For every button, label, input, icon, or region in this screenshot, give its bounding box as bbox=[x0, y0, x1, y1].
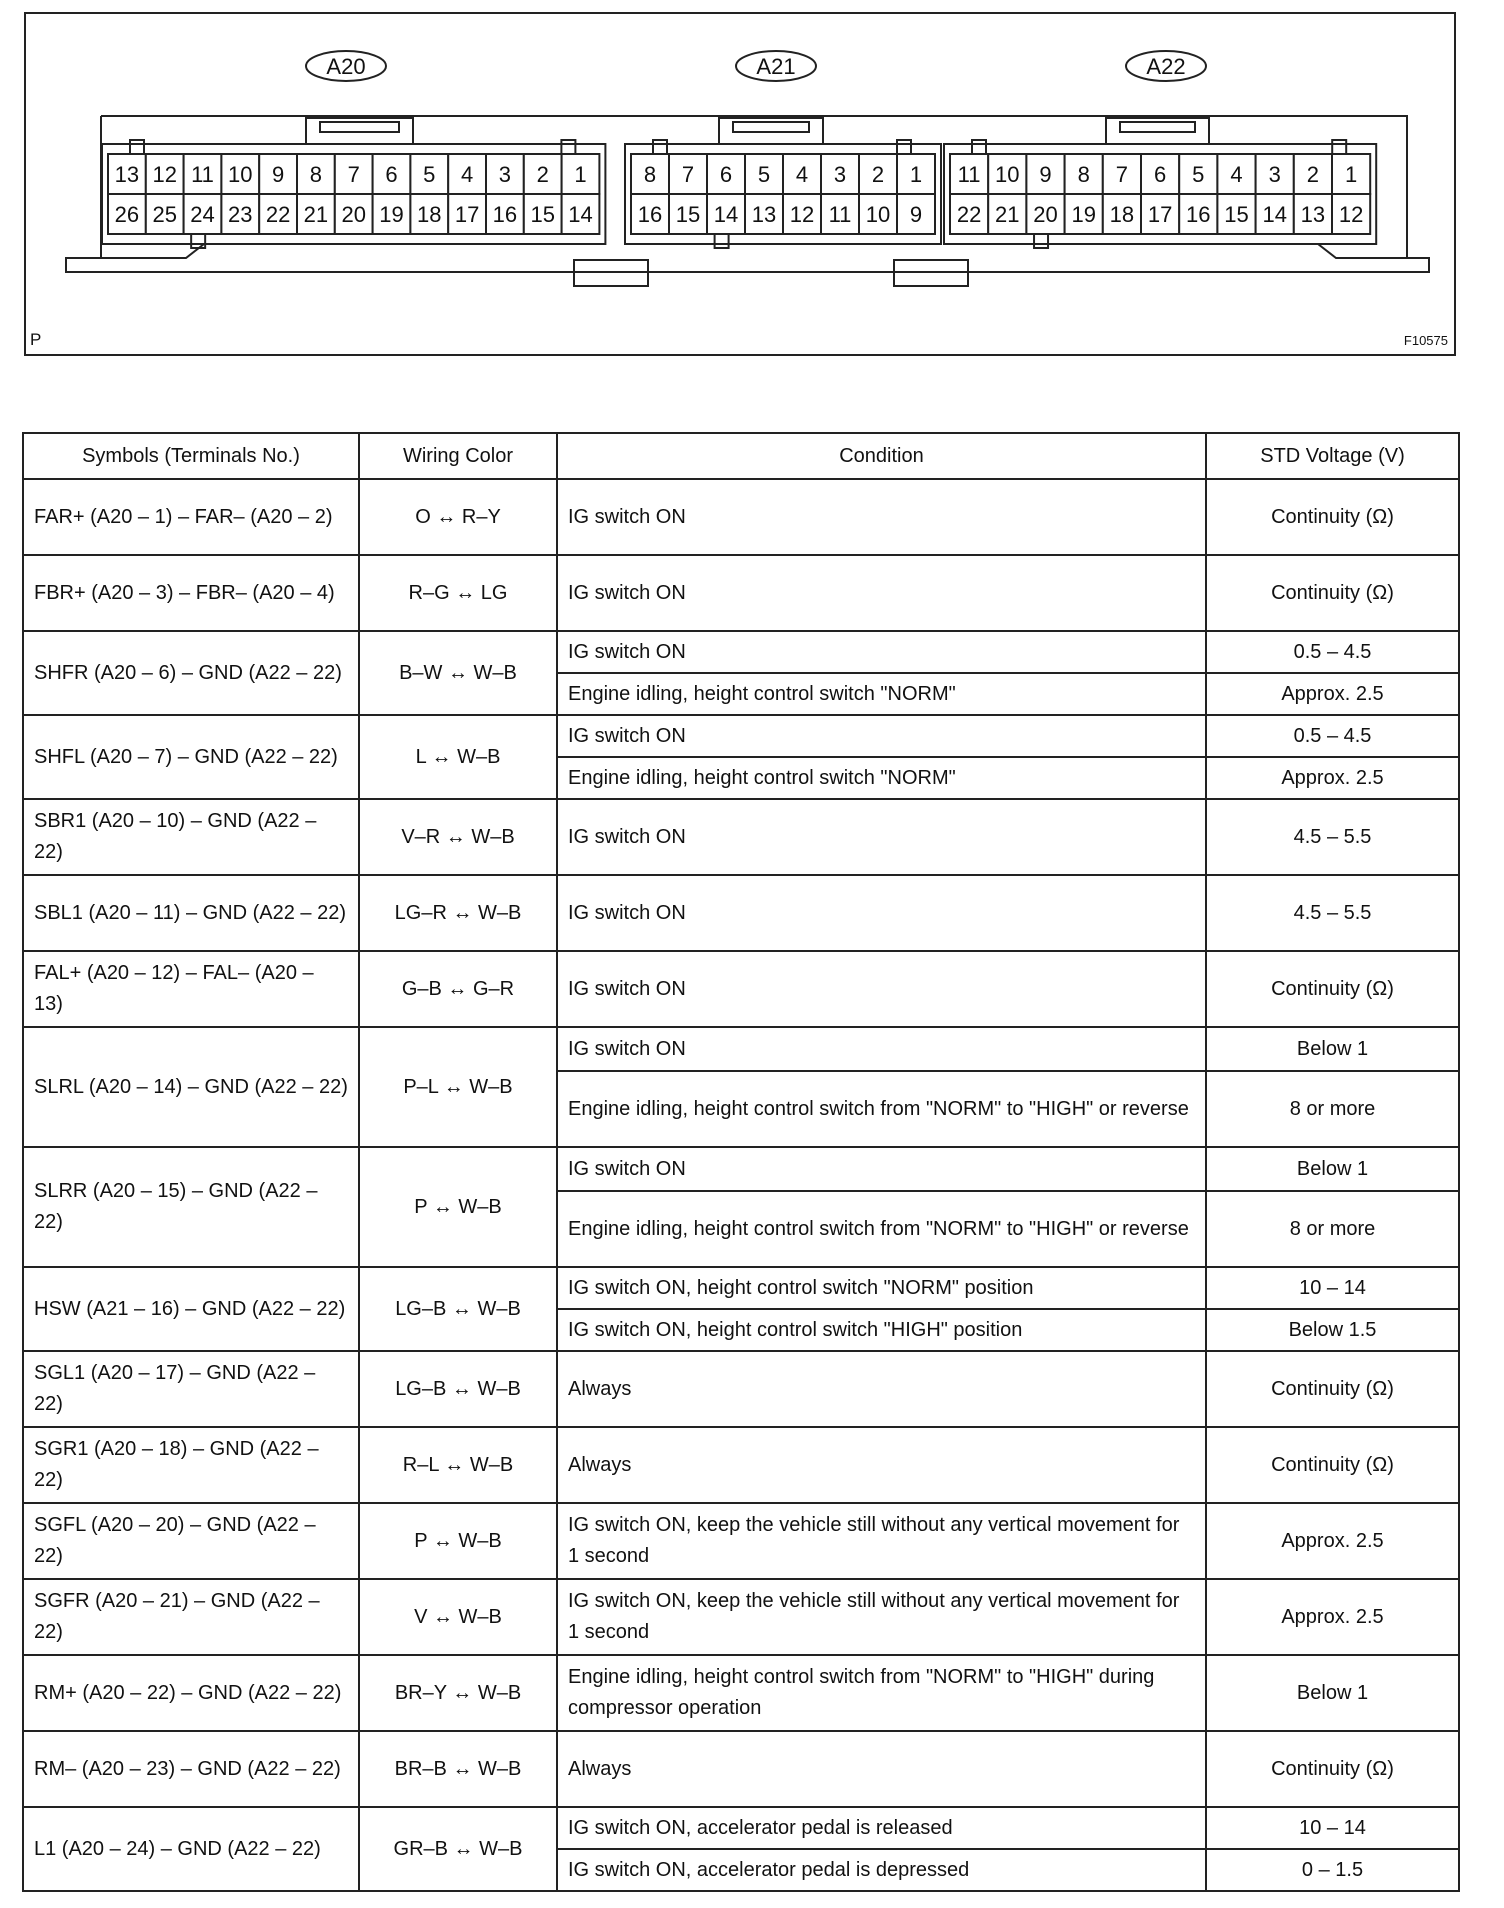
symbol-cell: SHFR (A20 – 6) – GND (A22 – 22) bbox=[23, 631, 359, 715]
terminal-number: 9 bbox=[1039, 162, 1052, 187]
symbol-cell: RM+ (A20 – 22) – GND (A22 – 22) bbox=[23, 1655, 359, 1731]
terminal-number: 14 bbox=[1262, 202, 1287, 227]
terminal-number: 16 bbox=[637, 202, 663, 227]
terminal-number: 25 bbox=[152, 202, 177, 227]
table-row bbox=[23, 799, 1459, 875]
connector-key bbox=[1332, 140, 1346, 154]
wiring-color-cell: BR–B ↔ W–B bbox=[359, 1731, 557, 1807]
terminal-number: 22 bbox=[265, 202, 291, 227]
voltage-cell: Continuity (Ω) bbox=[1206, 555, 1459, 631]
wiring-color-cell: L ↔ W–B bbox=[359, 715, 557, 799]
wiring-color-cell: R–G ↔ LG bbox=[359, 555, 557, 631]
terminal-number: 22 bbox=[956, 202, 982, 227]
voltage-cell: 8 or more bbox=[1206, 1071, 1459, 1147]
voltage-cell: Approx. 2.5 bbox=[1206, 757, 1459, 799]
condition-cell: Engine idling, height control switch from "NORM" to "HIGH" or reverse bbox=[557, 1071, 1206, 1147]
terminal-number: 1 bbox=[1344, 162, 1358, 187]
terminal-number: 4 bbox=[795, 162, 809, 187]
terminal-number: 15 bbox=[1224, 202, 1249, 227]
voltage-cell: Continuity (Ω) bbox=[1206, 1351, 1459, 1427]
symbol-cell: L1 (A20 – 24) – GND (A22 – 22) bbox=[23, 1807, 359, 1891]
terminal-number: 2 bbox=[871, 162, 885, 187]
connector-name-label: A20 bbox=[326, 54, 366, 79]
terminal-number: 4 bbox=[460, 162, 474, 187]
terminal-number: 5 bbox=[1192, 162, 1205, 187]
voltage-cell: 0.5 – 4.5 bbox=[1206, 631, 1459, 673]
table-row bbox=[23, 1427, 1459, 1503]
terminal-number: 20 bbox=[1033, 202, 1058, 227]
terminal-number: 6 bbox=[385, 162, 398, 187]
terminal-number: 10 bbox=[228, 162, 253, 187]
terminal-number: 13 bbox=[114, 162, 140, 187]
terminal-number: 2 bbox=[1306, 162, 1320, 187]
connector-diagram bbox=[24, 12, 1456, 356]
table-row bbox=[23, 1503, 1459, 1579]
condition-cell: IG switch ON, height control switch "HIGH" position bbox=[557, 1309, 1206, 1351]
voltage-cell: Approx. 2.5 bbox=[1206, 1579, 1459, 1655]
terminal-number: 18 bbox=[1109, 202, 1135, 227]
terminal-number: 1 bbox=[574, 162, 587, 187]
condition-cell: IG switch ON, accelerator pedal is released bbox=[557, 1807, 1206, 1849]
voltage-cell: Below 1 bbox=[1206, 1147, 1459, 1191]
condition-cell: IG switch ON bbox=[557, 1027, 1206, 1071]
condition-cell: Always bbox=[557, 1351, 1206, 1427]
symbol-cell: SHFL (A20 – 7) – GND (A22 – 22) bbox=[23, 715, 359, 799]
voltage-cell: Below 1 bbox=[1206, 1027, 1459, 1071]
terminal-number: 12 bbox=[152, 162, 177, 187]
table-row bbox=[23, 1267, 1459, 1309]
connector-latch-slot bbox=[1120, 122, 1195, 132]
wiring-color-cell: LG–R ↔ W–B bbox=[359, 875, 557, 951]
wiring-color-cell: V–R ↔ W–B bbox=[359, 799, 557, 875]
wiring-color-cell: R–L ↔ W–B bbox=[359, 1427, 557, 1503]
terminal-number: 26 bbox=[114, 202, 140, 227]
figure-code: F10575 bbox=[1403, 333, 1448, 348]
connector-base-plate bbox=[66, 244, 1429, 272]
wiring-color-cell: O ↔ R–Y bbox=[359, 479, 557, 555]
terminal-voltage-table bbox=[22, 432, 1460, 1892]
condition-cell: IG switch ON, height control switch "NORM" position bbox=[557, 1267, 1206, 1309]
table-row bbox=[23, 1731, 1459, 1807]
terminal-number: 2 bbox=[536, 162, 549, 187]
symbol-cell: SGR1 (A20 – 18) – GND (A22 – 22) bbox=[23, 1427, 359, 1503]
table-row bbox=[23, 1807, 1459, 1849]
symbol-cell: SGFR (A20 – 21) – GND (A22 – 22) bbox=[23, 1579, 359, 1655]
terminal-number: 7 bbox=[681, 162, 695, 187]
voltage-cell: 4.5 – 5.5 bbox=[1206, 799, 1459, 875]
table-row bbox=[23, 951, 1459, 1027]
table-row bbox=[23, 875, 1459, 951]
condition-cell: IG switch ON bbox=[557, 951, 1206, 1027]
terminal-number: 15 bbox=[675, 202, 701, 227]
symbol-cell: FAL+ (A20 – 12) – FAL– (A20 – 13) bbox=[23, 951, 359, 1027]
terminal-number: 3 bbox=[1268, 162, 1281, 187]
wiring-color-cell: P ↔ W–B bbox=[359, 1147, 557, 1267]
condition-cell: IG switch ON, keep the vehicle still without any vertical movement for 1 second bbox=[557, 1503, 1206, 1579]
condition-cell: IG switch ON bbox=[557, 799, 1206, 875]
terminal-number: 8 bbox=[1077, 162, 1090, 187]
connector-key bbox=[715, 234, 729, 248]
connector-key bbox=[653, 140, 667, 154]
condition-cell: Engine idling, height control switch from "NORM" to "HIGH" during compressor operation bbox=[557, 1655, 1206, 1731]
terminal-number: 14 bbox=[568, 202, 593, 227]
condition-cell: IG switch ON, accelerator pedal is depressed bbox=[557, 1849, 1206, 1891]
terminal-number: 13 bbox=[751, 202, 777, 227]
voltage-cell: 10 – 14 bbox=[1206, 1267, 1459, 1309]
symbol-cell: FAR+ (A20 – 1) – FAR– (A20 – 2) bbox=[23, 479, 359, 555]
terminal-number: 17 bbox=[1147, 202, 1173, 227]
condition-cell: IG switch ON bbox=[557, 479, 1206, 555]
wiring-color-cell: P ↔ W–B bbox=[359, 1503, 557, 1579]
voltage-cell: 8 or more bbox=[1206, 1191, 1459, 1267]
terminal-number: 15 bbox=[530, 202, 555, 227]
connector-drawing bbox=[26, 14, 1456, 356]
terminal-number: 7 bbox=[347, 162, 360, 187]
terminal-number: 10 bbox=[865, 202, 891, 227]
terminal-number: 24 bbox=[190, 202, 215, 227]
terminal-number: 21 bbox=[995, 202, 1020, 227]
voltage-cell: Approx. 2.5 bbox=[1206, 1503, 1459, 1579]
wiring-color-cell: BR–Y ↔ W–B bbox=[359, 1655, 557, 1731]
terminal-number: 23 bbox=[228, 202, 253, 227]
symbol-cell: SBR1 (A20 – 10) – GND (A22 – 22) bbox=[23, 799, 359, 875]
symbol-cell: SLRR (A20 – 15) – GND (A22 – 22) bbox=[23, 1147, 359, 1267]
terminal-number: 4 bbox=[1230, 162, 1243, 187]
voltage-cell: Continuity (Ω) bbox=[1206, 1731, 1459, 1807]
connector-key bbox=[972, 140, 986, 154]
table-row bbox=[23, 1351, 1459, 1427]
voltage-cell: Continuity (Ω) bbox=[1206, 951, 1459, 1027]
connector-key bbox=[1034, 234, 1048, 248]
terminal-number: 17 bbox=[454, 202, 480, 227]
condition-cell: IG switch ON, keep the vehicle still without any vertical movement for 1 second bbox=[557, 1579, 1206, 1655]
terminal-number: 5 bbox=[423, 162, 436, 187]
condition-cell: IG switch ON bbox=[557, 715, 1206, 757]
symbol-cell: SGFL (A20 – 20) – GND (A22 – 22) bbox=[23, 1503, 359, 1579]
terminal-number: 3 bbox=[498, 162, 512, 187]
figure-corner-mark: P bbox=[30, 330, 42, 349]
table-row bbox=[23, 631, 1459, 673]
table-row bbox=[23, 1147, 1459, 1191]
condition-cell: IG switch ON bbox=[557, 631, 1206, 673]
terminal-number: 11 bbox=[191, 162, 214, 187]
connector-key bbox=[130, 140, 144, 154]
terminal-number: 16 bbox=[1186, 202, 1211, 227]
table-row bbox=[23, 1579, 1459, 1655]
condition-cell: IG switch ON bbox=[557, 555, 1206, 631]
symbol-cell: FBR+ (A20 – 3) – FBR– (A20 – 4) bbox=[23, 555, 359, 631]
symbol-cell: SBL1 (A20 – 11) – GND (A22 – 22) bbox=[23, 875, 359, 951]
terminal-number: 3 bbox=[833, 162, 847, 187]
terminal-number: 21 bbox=[303, 202, 329, 227]
table-row bbox=[23, 555, 1459, 631]
terminal-number: 19 bbox=[1071, 202, 1096, 227]
terminal-number: 19 bbox=[379, 202, 404, 227]
connector-name-label: A21 bbox=[756, 54, 796, 79]
condition-cell: IG switch ON bbox=[557, 1147, 1206, 1191]
terminal-number: 8 bbox=[309, 162, 323, 187]
header-wiring-color: Wiring Color bbox=[359, 433, 557, 479]
voltage-cell: Approx. 2.5 bbox=[1206, 673, 1459, 715]
connector-latch-slot bbox=[733, 122, 809, 132]
wiring-color-cell: G–B ↔ G–R bbox=[359, 951, 557, 1027]
table-row bbox=[23, 1027, 1459, 1071]
voltage-cell: Below 1 bbox=[1206, 1655, 1459, 1731]
voltage-cell: 0.5 – 4.5 bbox=[1206, 715, 1459, 757]
terminal-number: 6 bbox=[719, 162, 733, 187]
voltage-cell: 0 – 1.5 bbox=[1206, 1849, 1459, 1891]
terminal-number: 16 bbox=[492, 202, 518, 227]
terminal-number: 11 bbox=[957, 162, 981, 187]
header-symbols: Symbols (Terminals No.) bbox=[23, 433, 359, 479]
terminal-number: 5 bbox=[757, 162, 771, 187]
symbol-cell: SGL1 (A20 – 17) – GND (A22 – 22) bbox=[23, 1351, 359, 1427]
symbol-cell: SLRL (A20 – 14) – GND (A22 – 22) bbox=[23, 1027, 359, 1147]
terminal-number: 12 bbox=[1338, 202, 1364, 227]
symbol-cell: RM– (A20 – 23) – GND (A22 – 22) bbox=[23, 1731, 359, 1807]
wiring-color-cell: V ↔ W–B bbox=[359, 1579, 557, 1655]
header-condition: Condition bbox=[557, 433, 1206, 479]
table-row bbox=[23, 479, 1459, 555]
condition-cell: IG switch ON bbox=[557, 875, 1206, 951]
voltage-cell: Continuity (Ω) bbox=[1206, 479, 1459, 555]
terminal-number: 14 bbox=[713, 202, 739, 227]
voltage-cell: Continuity (Ω) bbox=[1206, 1427, 1459, 1503]
voltage-cell: 10 – 14 bbox=[1206, 1807, 1459, 1849]
wiring-color-cell: B–W ↔ W–B bbox=[359, 631, 557, 715]
condition-cell: Always bbox=[557, 1731, 1206, 1807]
terminal-number: 9 bbox=[271, 162, 285, 187]
terminal-number: 13 bbox=[1300, 202, 1326, 227]
terminal-number: 20 bbox=[341, 202, 366, 227]
table-header-row bbox=[23, 433, 1459, 479]
voltage-cell: 4.5 – 5.5 bbox=[1206, 875, 1459, 951]
terminal-number: 11 bbox=[828, 202, 852, 227]
terminal-number: 1 bbox=[909, 162, 923, 187]
connector-key bbox=[897, 140, 911, 154]
table-row bbox=[23, 715, 1459, 757]
terminal-number: 12 bbox=[789, 202, 815, 227]
condition-cell: Engine idling, height control switch from "NORM" to "HIGH" or reverse bbox=[557, 1191, 1206, 1267]
terminal-number: 7 bbox=[1115, 162, 1129, 187]
header-std-voltage: STD Voltage (V) bbox=[1206, 433, 1459, 479]
wiring-color-cell: LG–B ↔ W–B bbox=[359, 1351, 557, 1427]
terminal-number: 6 bbox=[1153, 162, 1167, 187]
connector-key bbox=[561, 140, 575, 154]
condition-cell: Always bbox=[557, 1427, 1206, 1503]
terminal-number: 18 bbox=[417, 202, 442, 227]
terminal-number: 10 bbox=[995, 162, 1020, 187]
wiring-color-cell: LG–B ↔ W–B bbox=[359, 1267, 557, 1351]
voltage-cell: Below 1.5 bbox=[1206, 1309, 1459, 1351]
connector-name-label: A22 bbox=[1146, 54, 1186, 79]
symbol-cell: HSW (A21 – 16) – GND (A22 – 22) bbox=[23, 1267, 359, 1351]
wiring-color-cell: GR–B ↔ W–B bbox=[359, 1807, 557, 1891]
table-row bbox=[23, 1655, 1459, 1731]
condition-cell: Engine idling, height control switch "NORM" bbox=[557, 757, 1206, 799]
wiring-color-cell: P–L ↔ W–B bbox=[359, 1027, 557, 1147]
condition-cell: Engine idling, height control switch "NORM" bbox=[557, 673, 1206, 715]
connector-latch-slot bbox=[320, 122, 399, 132]
terminal-number: 8 bbox=[643, 162, 657, 187]
terminal-number: 9 bbox=[909, 202, 923, 227]
